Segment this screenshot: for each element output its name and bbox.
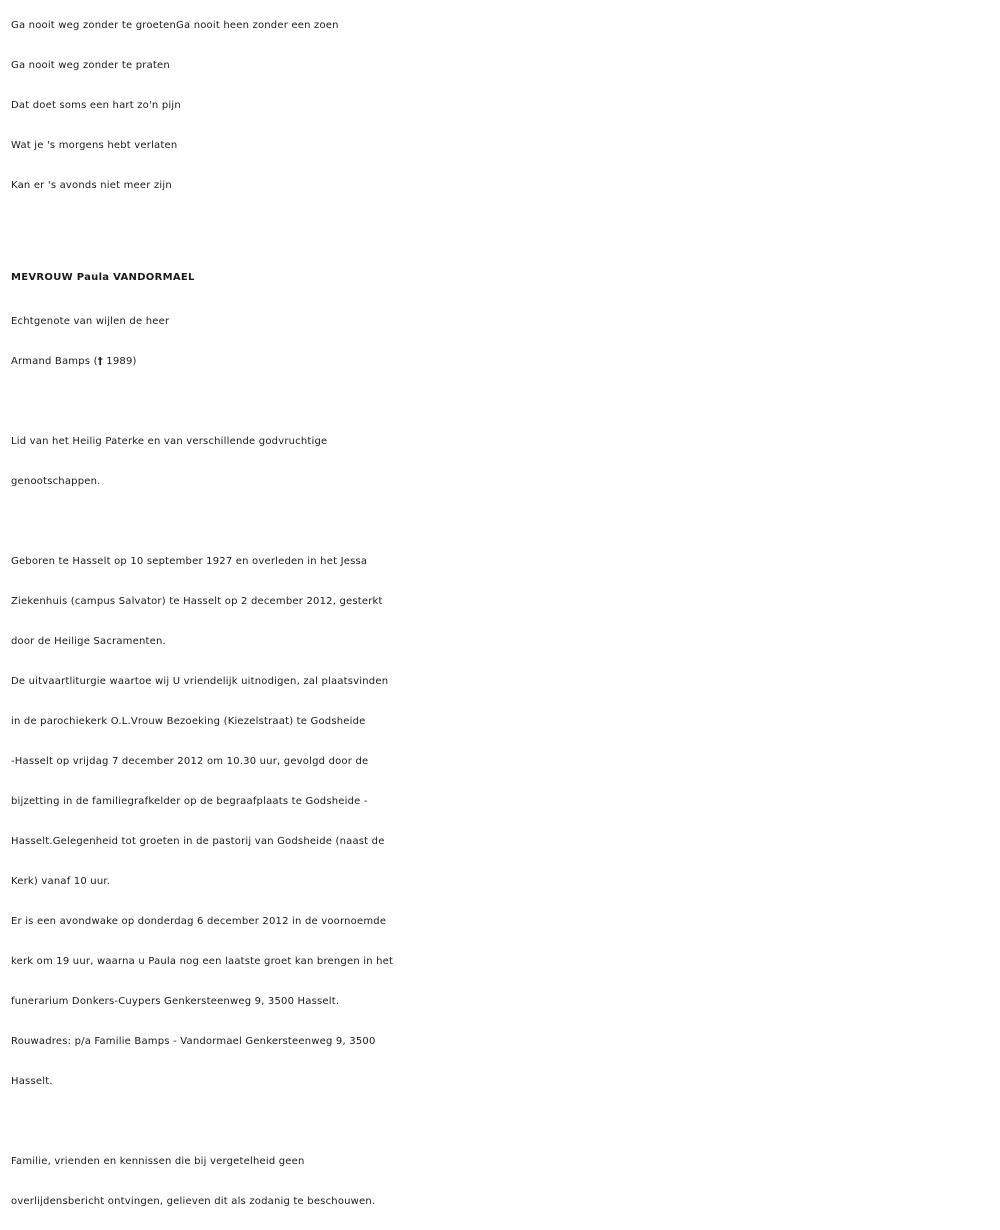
details-line: kerk om 19 uur, waarna u Paula nog een laatste groet kan brengen in het [11, 956, 394, 967]
poem [11, 6, 996, 206]
obituary-document [11, 6, 996, 1222]
spacer [11, 502, 996, 542]
spouse-line: Echtgenote van wijlen de heer [11, 316, 170, 327]
details-line: Rouwadres: p/a Familie Bamps - Vandormael Genkersteenweg 9, 3500 [11, 1036, 376, 1047]
details-line: Kerk) vanaf 10 uur. [11, 876, 111, 887]
poem-line: Kan er 's avonds niet meer zijn [11, 180, 172, 191]
closing-line: overlijdensbericht ontvingen, gelieven dit als zodanig te beschouwen. [11, 1196, 376, 1207]
deceased-name-title: MEVROUW Paula VANDORMAEL [11, 272, 195, 283]
closing-paragraph [11, 1142, 996, 1222]
details-line: Ziekenhuis (campus Salvator) te Hasselt op 2 december 2012, gesterkt [11, 596, 383, 607]
cross-icon: † [97, 356, 103, 367]
details-line: De uitvaartliturgie waartoe wij U vriendelijk uitnodigen, zal plaatsvinden [11, 676, 389, 687]
details-line: Hasselt. [11, 1076, 53, 1087]
spouse-name-prefix: Armand Bamps ( [11, 356, 98, 367]
poem-line: Ga nooit weg zonder te praten [11, 60, 170, 71]
membership-line: genootschappen. [11, 476, 101, 487]
spacer [11, 206, 996, 254]
spouse-name-suffix: 1989) [102, 356, 137, 367]
spacer [11, 382, 996, 422]
spacer [11, 1102, 996, 1142]
poem-line: Ga nooit weg zonder te groetenGa nooit heen zonder een zoen [11, 20, 339, 31]
membership-paragraph [11, 422, 996, 502]
poem-line: Dat doet soms een hart zo'n pijn [11, 100, 181, 111]
details-line: funerarium Donkers-Cuypers Genkersteenweg 9, 3500 Hasselt. [11, 996, 340, 1007]
details-paragraph [11, 542, 996, 1102]
details-line: door de Heilige Sacramenten. [11, 636, 166, 647]
spouse-name-line [11, 342, 996, 382]
details-line: -Hasselt op vrijdag 7 december 2012 om 10.30 uur, gevolgd door de [11, 756, 369, 767]
details-line: bijzetting in de familiegrafkelder op de begraafplaats te Godsheide - [11, 796, 368, 807]
membership-line: Lid van het Heilig Paterke en van verschillende godvruchtige [11, 436, 328, 447]
closing-line: Familie, vrienden en kennissen die bij vergetelheid geen [11, 1156, 305, 1167]
details-line: Hasselt.Gelegenheid tot groeten in de pastorij van Godsheide (naast de [11, 836, 385, 847]
poem-line: Wat je 's morgens hebt verlaten [11, 140, 178, 151]
details-line: in de parochiekerk O.L.Vrouw Bezoeking (Kiezelstraat) te Godsheide [11, 716, 366, 727]
details-line: Geboren te Hasselt op 10 september 1927 en overleden in het Jessa [11, 556, 368, 567]
details-line: Er is een avondwake op donderdag 6 december 2012 in de voornoemde [11, 916, 387, 927]
